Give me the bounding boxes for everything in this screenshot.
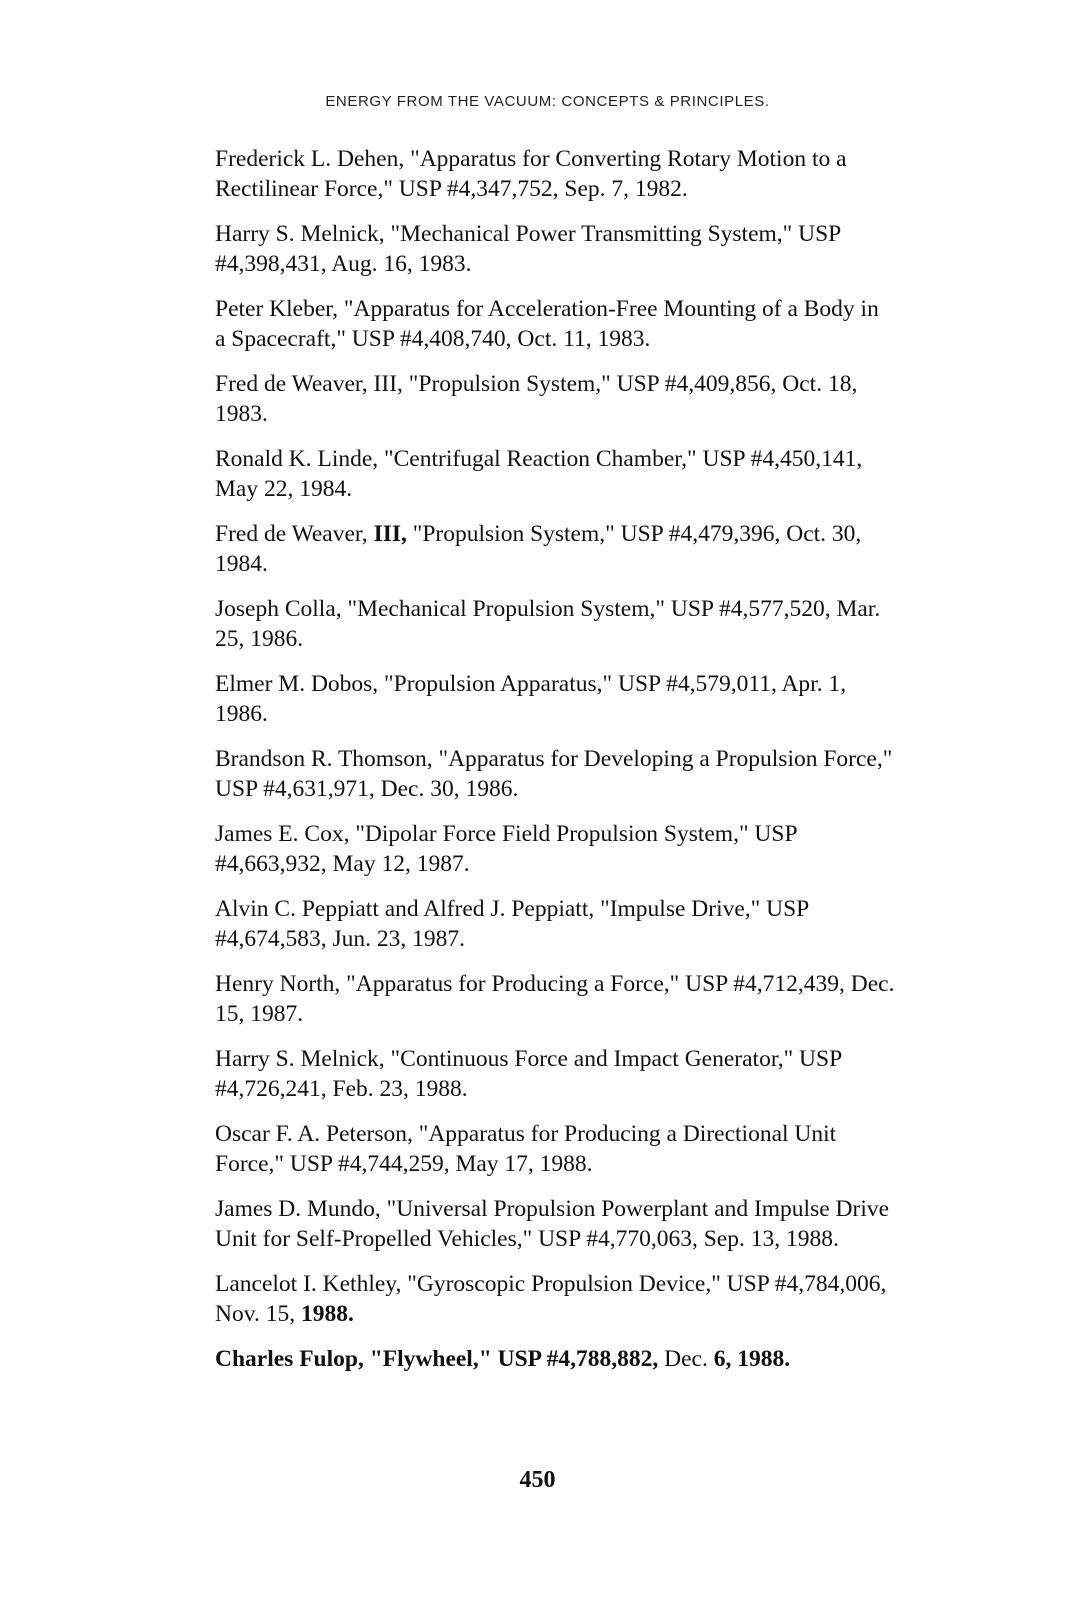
reference-text: "Propulsion System," USP #4,479,396, Oct. 30, 1984. — [215, 521, 862, 577]
reference-item: Harry S. Melnick, "Mechanical Power Transmitting System," USP #4,398,431, Aug. 16, 1983. — [215, 221, 841, 277]
reference-text: Fred de Weaver, — [215, 521, 374, 547]
reference-bold-text: 6, 1988. — [713, 1346, 791, 1372]
reference-item: James D. Mundo, "Universal Propulsion Powerplant and Impulse Drive Unit for Self-Propelled Vehicles," USP #4,770,063, Sep. 13, 1988. — [215, 1196, 890, 1252]
reference-bold-text: III, — [373, 521, 407, 547]
page-number: 450 — [519, 1467, 556, 1493]
reference-item: Peter Kleber, "Apparatus for Acceleration-Free Mounting of a Body in a Spacecraft," USP #4,408,740, Oct. 11, 1983. — [215, 296, 879, 352]
reference-item: Ronald K. Linde, "Centrifugal Reaction Chamber," USP #4,450,141, May 22, 1984. — [215, 446, 863, 502]
reference-text: Lancelot I. Kethley, "Gyroscopic Propulsion Device," USP #4,784,006, Nov. 15, — [215, 1271, 887, 1327]
reference-list — [215, 144, 895, 1389]
reference-item — [215, 1344, 895, 1374]
reference-item: Elmer M. Dobos, "Propulsion Apparatus," USP #4,579,011, Apr. 1, 1986. — [215, 671, 847, 727]
reference-item: Fred de Weaver, III, "Propulsion System," USP #4,409,856, Oct. 18, 1983. — [215, 371, 858, 427]
reference-item: Harry S. Melnick, "Continuous Force and Impact Generator," USP #4,726,241, Feb. 23, 1988. — [215, 1046, 842, 1102]
reference-bold-text: Charles Fulop, "Flywheel," USP #4,788,882, — [215, 1346, 659, 1372]
reference-item: Frederick L. Dehen, "Apparatus for Converting Rotary Motion to a Rectilinear Force," USP #4,347,752, Sep. 7, 1982. — [215, 146, 847, 202]
reference-bold-text: 1988. — [300, 1301, 354, 1327]
reference-item: Alvin C. Peppiatt and Alfred J. Peppiatt, "Impulse Drive," USP #4,674,583, Jun. 23, 1987. — [215, 896, 809, 952]
reference-text: Dec. — [658, 1346, 714, 1372]
reference-item: Oscar F. A. Peterson, "Apparatus for Producing a Directional Unit Force," USP #4,744,259, May 17, 1988. — [215, 1121, 837, 1177]
reference-item: James E. Cox, "Dipolar Force Field Propulsion System," USP #4,663,932, May 12, 1987. — [215, 821, 797, 877]
reference-item — [215, 519, 895, 579]
reference-item — [215, 1269, 895, 1329]
reference-item: Brandson R. Thomson, "Apparatus for Developing a Propulsion Force," USP #4,631,971, Dec. 30, 1986. — [215, 746, 893, 802]
running-header: ENERGY FROM THE VACUUM: CONCEPTS & PRINCIPLES. — [325, 93, 770, 110]
reference-item: Joseph Colla, "Mechanical Propulsion System," USP #4,577,520, Mar. 25, 1986. — [215, 596, 881, 652]
reference-item: Henry North, "Apparatus for Producing a Force," USP #4,712,439, Dec. 15, 1987. — [215, 971, 895, 1027]
